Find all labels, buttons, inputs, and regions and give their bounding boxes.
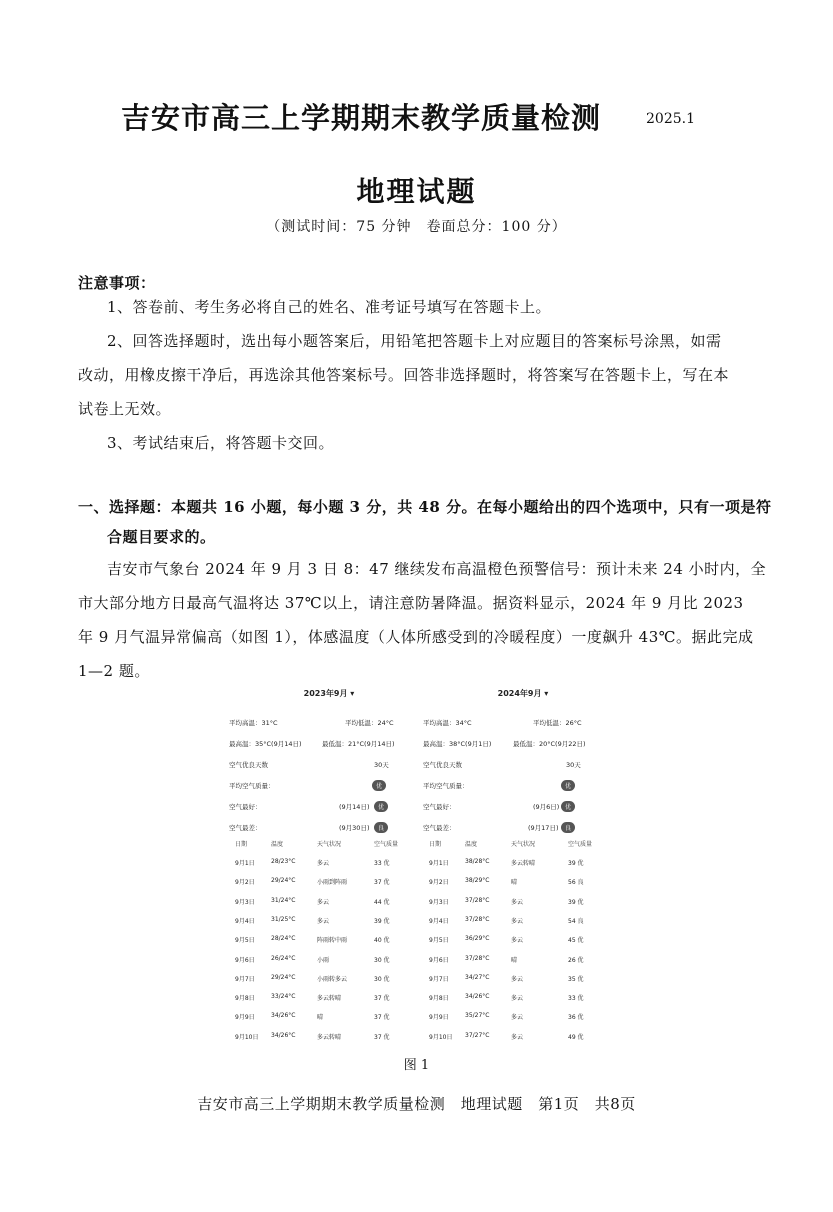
row-date: 9月2日 xyxy=(429,879,449,887)
row-air-quality: 30 优 xyxy=(374,975,390,983)
weather-panel-2024 xyxy=(423,684,623,1041)
row-air-quality: 45 优 xyxy=(568,937,584,945)
worst-air-date: (9月30日) xyxy=(339,824,370,832)
row-weather: 多云 xyxy=(317,898,330,906)
row-air-quality: 33 优 xyxy=(374,860,390,867)
worst-air-date: (9月17日) xyxy=(528,824,559,832)
column-header: 温度 xyxy=(465,841,478,848)
good-air-days-value: 30天 xyxy=(566,761,581,769)
row-weather: 阵雨转中雨 xyxy=(317,937,348,945)
intro-line-4: 1—2 题。 xyxy=(78,662,150,680)
table-row xyxy=(229,1012,429,1031)
best-air-date: (9月14日) xyxy=(339,803,370,811)
min-low: 最低温：21°C(9月14日) xyxy=(322,740,395,748)
column-header: 空气质量 xyxy=(568,841,593,848)
table-row xyxy=(423,935,623,954)
column-header: 日期 xyxy=(429,841,442,848)
row-date: 9月6日 xyxy=(235,956,255,964)
avg-air-label: 平均空气质量： xyxy=(423,782,469,790)
row-air-quality: 49 优 xyxy=(568,1033,584,1041)
row-date: 9月9日 xyxy=(429,1014,449,1022)
row-temperature: 37/28°C xyxy=(465,915,490,923)
table-row xyxy=(423,877,623,896)
row-temperature: 31/25°C xyxy=(271,915,296,923)
row-temperature: 34/26°C xyxy=(271,1031,296,1039)
row-date: 9月10日 xyxy=(429,1033,453,1041)
table-row xyxy=(423,897,623,916)
row-air-quality: 30 优 xyxy=(374,956,390,964)
column-header: 日期 xyxy=(235,841,248,848)
table-row xyxy=(229,916,429,935)
avg-air-label: 平均空气质量： xyxy=(229,782,275,790)
row-weather: 多云 xyxy=(511,898,524,906)
row-air-quality: 39 优 xyxy=(568,898,584,906)
worst-air-label: 空气最差： xyxy=(423,824,456,832)
intro-line-3: 年 9 月气温异常偏高（如图 1），体感温度（人体所感受到的冷暖程度）一度飙升 43℃。据此完成 xyxy=(78,628,754,646)
row-air-quality: 37 优 xyxy=(374,879,390,887)
table-row xyxy=(229,877,429,896)
best-air-label: 空气最好： xyxy=(423,803,456,811)
row-weather: 小雨转多云 xyxy=(317,975,348,983)
max-high: 最高温：38°C(9月1日) xyxy=(423,740,492,748)
good-air-days-label: 空气优良天数 xyxy=(423,761,462,769)
row-temperature: 34/26°C xyxy=(271,1012,296,1020)
avg-high: 平均高温：31°C xyxy=(229,719,278,727)
row-date: 9月4日 xyxy=(429,917,449,925)
avg-low: 平均低温：26°C xyxy=(533,719,582,727)
row-temperature: 31/24°C xyxy=(271,896,296,904)
row-date: 9月5日 xyxy=(235,937,255,945)
table-row xyxy=(229,974,429,993)
table-row xyxy=(423,1032,623,1051)
row-temperature: 38/29°C xyxy=(465,877,490,885)
note-item-1: 1、答卷前、考生务必将自己的姓名、准考证号填写在答题卡上。 xyxy=(107,298,552,316)
section-1-heading-line-2: 合题目要求的。 xyxy=(107,528,216,546)
row-date: 9月2日 xyxy=(235,879,255,887)
table-row xyxy=(423,955,623,974)
row-weather: 多云 xyxy=(511,1014,524,1022)
panel-month-selector[interactable]: 2024年9月 ▾ xyxy=(497,689,549,698)
row-temperature: 29/24°C xyxy=(271,877,296,885)
row-air-quality: 39 优 xyxy=(374,917,390,925)
table-row xyxy=(229,1032,429,1051)
row-air-quality: 35 优 xyxy=(568,975,584,983)
min-low: 最低温：20°C(9月22日) xyxy=(513,740,586,748)
row-date: 9月8日 xyxy=(235,995,255,1003)
row-temperature: 35/27°C xyxy=(465,1012,490,1020)
column-header: 空气质量 xyxy=(374,841,399,848)
column-header: 温度 xyxy=(271,841,284,848)
row-weather: 多云转晴 xyxy=(511,860,536,867)
section-1-heading-line-1: 一、选择题：本题共 16 小题，每小题 3 分，共 48 分。在每小题给出的四个选项中，只有一项是符 xyxy=(78,498,772,516)
row-temperature: 37/28°C xyxy=(465,896,490,904)
table-row xyxy=(229,955,429,974)
row-air-quality: 26 优 xyxy=(568,956,584,964)
panel-month-selector[interactable]: 2023年9月 ▾ xyxy=(303,689,355,698)
note-item-3: 3、考试结束后，将答题卡交回。 xyxy=(107,434,335,452)
notes-heading: 注意事项： xyxy=(78,274,156,292)
row-air-quality: 37 优 xyxy=(374,995,390,1003)
avg-high: 平均高温：34°C xyxy=(423,719,472,727)
row-weather: 多云 xyxy=(317,917,330,925)
row-date: 9月4日 xyxy=(235,917,255,925)
exam-date: 2025.1 xyxy=(646,111,695,127)
best-air-badge: 优 xyxy=(561,801,575,812)
row-temperature: 26/24°C xyxy=(271,954,296,962)
row-weather: 小雨到阵雨 xyxy=(317,879,348,887)
row-temperature: 37/28°C xyxy=(465,954,490,962)
row-date: 9月10日 xyxy=(235,1033,259,1041)
row-air-quality: 39 优 xyxy=(568,860,584,867)
row-date: 9月1日 xyxy=(429,860,449,867)
note-item-2-line-1: 2、回答选择题时，选出每小题答案后，用铅笔把答题卡上对应题目的答案标号涂黑，如需 xyxy=(107,332,722,350)
table-row xyxy=(229,993,429,1012)
row-air-quality: 36 优 xyxy=(568,1014,584,1022)
exam-title: 吉安市高三上学期期末教学质量检测 xyxy=(121,101,602,135)
row-air-quality: 37 优 xyxy=(374,1014,390,1022)
avg-air-badge: 优 xyxy=(372,780,386,791)
table-row xyxy=(423,916,623,935)
row-date: 9月7日 xyxy=(429,975,449,983)
row-date: 9月5日 xyxy=(429,937,449,945)
intro-line-2: 市大部分地方日最高气温将达 37℃以上，请注意防暑降温。据资料显示，2024 年 9 月比 2023 xyxy=(78,594,744,612)
max-high: 最高温：35°C(9月14日) xyxy=(229,740,302,748)
page-footer: 吉安市高三上学期期末教学质量检测 地理试题 第1页 共8页 xyxy=(197,1095,636,1113)
row-air-quality: 44 优 xyxy=(374,898,390,906)
row-weather: 多云 xyxy=(511,995,524,1003)
best-air-date: (9月6日) xyxy=(533,803,560,811)
row-weather: 多云 xyxy=(511,937,524,945)
weather-panel-2023 xyxy=(229,684,429,1041)
row-air-quality: 37 优 xyxy=(374,1033,390,1041)
avg-low: 平均低温：24°C xyxy=(345,719,394,727)
row-date: 9月9日 xyxy=(235,1014,255,1022)
row-air-quality: 33 优 xyxy=(568,995,584,1003)
row-date: 9月7日 xyxy=(235,975,255,983)
row-temperature: 34/26°C xyxy=(465,993,490,1001)
row-air-quality: 54 良 xyxy=(568,917,584,925)
note-item-2-line-3: 试卷上无效。 xyxy=(78,400,172,418)
row-temperature: 37/27°C xyxy=(465,1031,490,1039)
row-weather: 小雨 xyxy=(317,956,330,964)
table-row xyxy=(229,935,429,954)
row-date: 9月6日 xyxy=(429,956,449,964)
column-header: 天气状况 xyxy=(511,841,536,848)
row-air-quality: 56 良 xyxy=(568,879,584,887)
row-weather: 多云 xyxy=(511,917,524,925)
intro-line-1: 吉安市气象台 2024 年 9 月 3 日 8：47 继续发布高温橙色预警信号：预计未来 24 小时内，全 xyxy=(107,560,767,578)
row-temperature: 33/24°C xyxy=(271,993,296,1001)
row-weather: 多云转晴 xyxy=(317,1033,342,1041)
figure-caption: 图 1 xyxy=(403,1058,430,1073)
column-header: 天气状况 xyxy=(317,841,342,848)
row-temperature: 29/24°C xyxy=(271,973,296,981)
table-row xyxy=(229,897,429,916)
row-temperature: 38/28°C xyxy=(465,858,490,865)
row-temperature: 36/29°C xyxy=(465,935,490,943)
subject-title: 地理试题 xyxy=(356,175,477,208)
row-weather: 多云 xyxy=(317,860,330,867)
best-air-badge: 优 xyxy=(374,801,388,812)
row-temperature: 34/27°C xyxy=(465,973,490,981)
row-weather: 晴 xyxy=(511,879,518,887)
row-date: 9月3日 xyxy=(429,898,449,906)
worst-air-badge: 良 xyxy=(561,822,575,833)
row-weather: 晴 xyxy=(317,1014,324,1022)
good-air-days-label: 空气优良天数 xyxy=(229,761,268,769)
best-air-label: 空气最好： xyxy=(229,803,262,811)
row-weather: 晴 xyxy=(511,956,518,964)
row-weather: 多云转晴 xyxy=(317,995,342,1003)
row-weather: 多云 xyxy=(511,975,524,983)
exam-time-info: （测试时间：75 分钟 卷面总分：100 分） xyxy=(266,219,567,235)
table-row xyxy=(423,858,623,877)
note-item-2-line-2: 改动，用橡皮擦干净后，再选涂其他答案标号。回答非选择题时，将答案写在答题卡上，写在本 xyxy=(78,366,730,384)
table-row xyxy=(423,974,623,993)
row-date: 9月8日 xyxy=(429,995,449,1003)
table-row xyxy=(423,1012,623,1031)
row-temperature: 28/24°C xyxy=(271,935,296,943)
table-row xyxy=(423,993,623,1012)
row-air-quality: 40 优 xyxy=(374,937,390,945)
row-weather: 多云 xyxy=(511,1033,524,1041)
good-air-days-value: 30天 xyxy=(374,761,389,769)
table-row xyxy=(229,858,429,877)
avg-air-badge: 优 xyxy=(561,780,575,791)
row-date: 9月1日 xyxy=(235,860,255,867)
row-temperature: 28/23°C xyxy=(271,858,296,865)
worst-air-label: 空气最差： xyxy=(229,824,262,832)
row-date: 9月3日 xyxy=(235,898,255,906)
worst-air-badge: 良 xyxy=(374,822,388,833)
